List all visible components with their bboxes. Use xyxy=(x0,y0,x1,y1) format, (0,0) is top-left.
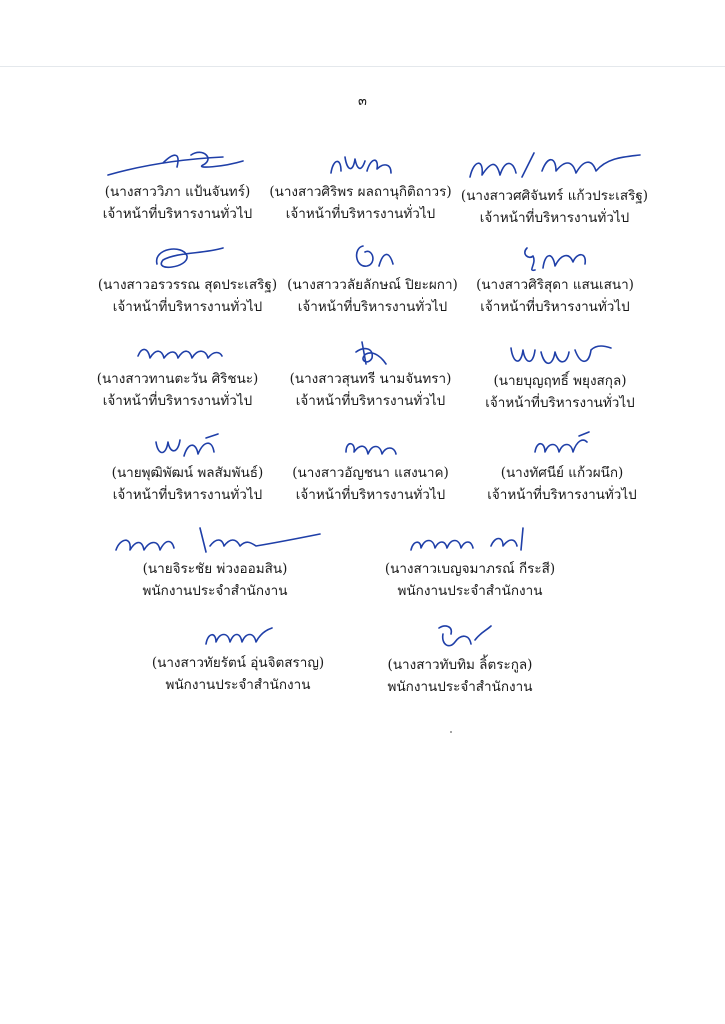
signatory-name: (นางสาวศิริพร ผลถานุกิติถาวร) xyxy=(269,184,452,200)
signatory-role: เจ้าหน้าที่บริหารงานทั่วไป xyxy=(112,487,263,503)
signatory-name: (นายพุฒิพัฒน์ พลสัมพันธ์) xyxy=(111,465,264,481)
signature-block xyxy=(85,145,270,225)
handwritten-signature xyxy=(110,520,320,558)
page-number: ๓ xyxy=(358,94,367,109)
handwritten-signature xyxy=(346,338,396,368)
handwritten-signature xyxy=(405,520,535,558)
signature-block xyxy=(370,520,570,602)
signatory-role: เจ้าหน้าที่บริหารงานทั่วไป xyxy=(112,299,263,315)
signatory-role: เจ้าหน้าที่บริหารงานทั่วไป xyxy=(102,206,253,222)
signature-block xyxy=(278,338,463,412)
signatory-role: พนักงานประจำสำนักงาน xyxy=(397,583,543,599)
signature-block xyxy=(375,620,545,698)
signatory-name: (นายจิระชัย พ่วงออมสิน) xyxy=(142,561,288,577)
signatory-role: พนักงานประจำสำนักงาน xyxy=(142,583,288,599)
signatory-name: (นางสาวสุนทรี นามจันทรา) xyxy=(289,371,452,387)
signatory-name: (นางสาวศิริสุดา แสนเสนา) xyxy=(476,277,634,293)
signatory-role: เจ้าหน้าที่บริหารงานทั่วไป xyxy=(285,206,436,222)
handwritten-signature xyxy=(460,145,650,185)
signatory-role: เจ้าหน้าที่บริหารงานทั่วไป xyxy=(297,299,448,315)
signatory-role: เจ้าหน้าที่บริหารงานทั่วไป xyxy=(295,393,446,409)
handwritten-signature xyxy=(198,620,278,652)
signatory-name: (นายบุญฤทธิ์ พยุงสกุล) xyxy=(493,373,627,389)
handwritten-signature xyxy=(527,430,597,462)
signatory-name: (นางสาววลัยลักษณ์ ปิยะผกา) xyxy=(287,277,458,293)
signatory-name: (นางสาวศศิจันทร์ แก้วประเสริฐ) xyxy=(460,188,649,204)
signature-block xyxy=(470,238,640,318)
signature-block xyxy=(278,430,463,506)
signatory-role: เจ้าหน้าที่บริหารงานทั่วไป xyxy=(485,395,635,411)
handwritten-signature xyxy=(128,338,228,368)
handwritten-signature xyxy=(336,430,406,462)
signature-block xyxy=(85,338,270,412)
signature-block xyxy=(268,145,453,225)
signatory-name: (นางสาวอรวรรณ สุดประเสริฐ) xyxy=(97,277,278,293)
signature-block xyxy=(457,145,652,229)
signature-block xyxy=(110,520,320,602)
signatory-role: พนักงานประจำสำนักงาน xyxy=(165,677,311,693)
signatory-name: (นางสาวทานตะวัน ศิริชนะ) xyxy=(96,371,259,387)
handwritten-signature xyxy=(505,338,615,370)
signatory-role: พนักงานประจำสำนักงาน xyxy=(387,679,533,695)
signature-block xyxy=(472,430,652,506)
signature-block xyxy=(138,620,338,696)
handwritten-signature xyxy=(148,430,228,462)
signatory-name: (นางสาวอัญชนา แสงนาค) xyxy=(292,465,449,481)
handwritten-signature xyxy=(143,238,233,274)
handwritten-signature xyxy=(515,238,595,274)
handwritten-signature xyxy=(103,145,253,181)
stray-mark xyxy=(450,731,452,733)
signature-block xyxy=(95,238,280,318)
signatory-role: เจ้าหน้าที่บริหารงานทั่วไป xyxy=(102,393,253,409)
signatory-role: เจ้าหน้าที่บริหารงานทั่วไป xyxy=(480,299,630,315)
signatory-role: เจ้าหน้าที่บริหารงานทั่วไป xyxy=(487,487,637,503)
signatory-name: (นางสาวทัยรัตน์ อุ่นจิตสราญ) xyxy=(151,655,325,671)
signatory-role: เจ้าหน้าที่บริหารงานทั่วไป xyxy=(479,210,630,226)
handwritten-signature xyxy=(321,145,401,181)
signatory-name: (นางทัศนีย์ แก้วผนึก) xyxy=(500,465,624,481)
handwritten-signature xyxy=(425,620,495,654)
signature-block xyxy=(95,430,280,506)
signatory-name: (นางสาววิภา แป้นจันทร์) xyxy=(104,184,251,200)
page-top-band xyxy=(0,0,725,67)
signature-block xyxy=(475,338,645,414)
signatory-role: เจ้าหน้าที่บริหารงานทั่วไป xyxy=(295,487,446,503)
signatory-name: (นางสาวเบญจมาภรณ์ กีระสี) xyxy=(384,561,556,577)
signature-block xyxy=(280,238,465,318)
handwritten-signature xyxy=(343,238,403,274)
signatory-name: (นางสาวทับทิม ลิ้ตระกูล) xyxy=(387,657,533,673)
